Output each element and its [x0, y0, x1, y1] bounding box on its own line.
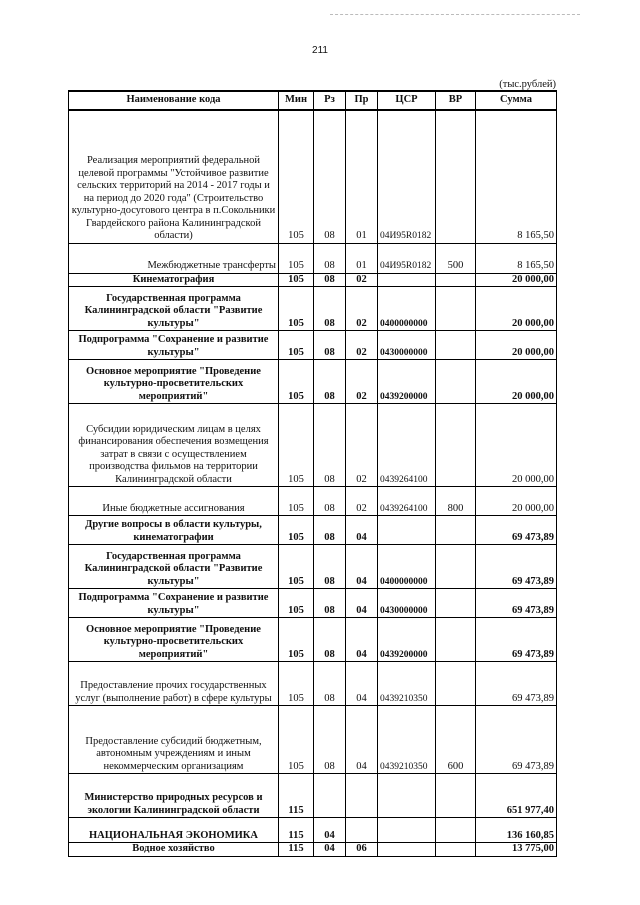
table-row — [69, 818, 557, 843]
row-vr — [436, 516, 476, 545]
header-rule — [330, 14, 580, 15]
row-vr — [436, 662, 476, 706]
row-min: 115 — [279, 843, 314, 857]
row-rz: 08 — [314, 404, 346, 487]
row-pr: 01 — [346, 243, 378, 273]
row-rz: 08 — [314, 331, 346, 360]
row-name: Предоставление прочих государственных услуг (выполнение работ) в сфере культуры — [69, 662, 279, 706]
row-min: 115 — [279, 818, 314, 843]
row-min: 105 — [279, 662, 314, 706]
row-sum: 69 473,89 — [476, 662, 557, 706]
table-row — [69, 618, 557, 662]
row-sum: 20 000,00 — [476, 360, 557, 404]
row-rz: 08 — [314, 662, 346, 706]
row-name: Реализация мероприятий федеральной целевой программы "Устойчивое развитие сельских территорий на 2014 - 2017 годы и на период до 2020 года" (Строительство культурно-досугового центра в п.Сокольники Гвардейского района Калининградской области) — [69, 110, 279, 243]
row-sum: 20 000,00 — [476, 404, 557, 487]
table-row — [69, 545, 557, 589]
table-row — [69, 273, 557, 287]
row-rz: 08 — [314, 287, 346, 331]
row-min: 105 — [279, 331, 314, 360]
row-vr — [436, 818, 476, 843]
row-name: Подпрограмма "Сохранение и развитие культуры" — [69, 331, 279, 360]
page-number: 211 — [312, 45, 328, 56]
row-csr: 0430000000 — [378, 589, 436, 618]
row-pr: 02 — [346, 404, 378, 487]
row-rz: 08 — [314, 706, 346, 774]
row-csr: 0439210350 — [378, 706, 436, 774]
table-row — [69, 706, 557, 774]
header-sum: Сумма — [476, 91, 557, 110]
row-sum: 8 165,50 — [476, 243, 557, 273]
table-row — [69, 331, 557, 360]
row-min: 105 — [279, 516, 314, 545]
row-sum: 13 775,00 — [476, 843, 557, 857]
row-name: Иные бюджетные ассигнования — [69, 487, 279, 516]
row-pr: 02 — [346, 360, 378, 404]
row-pr: 02 — [346, 331, 378, 360]
row-pr: 01 — [346, 110, 378, 243]
row-vr — [436, 110, 476, 243]
table-row — [69, 243, 557, 273]
row-csr: 0439200000 — [378, 618, 436, 662]
header-pr: Пр — [346, 91, 378, 110]
header-min: Мин — [279, 91, 314, 110]
row-sum: 136 160,85 — [476, 818, 557, 843]
row-name: НАЦИОНАЛЬНАЯ ЭКОНОМИКА — [69, 818, 279, 843]
row-rz: 08 — [314, 273, 346, 287]
row-vr — [436, 774, 476, 818]
row-sum: 20 000,00 — [476, 287, 557, 331]
row-pr: 04 — [346, 662, 378, 706]
row-rz: 08 — [314, 618, 346, 662]
row-vr: 500 — [436, 243, 476, 273]
row-csr: 0439264100 — [378, 404, 436, 487]
row-sum: 69 473,89 — [476, 706, 557, 774]
row-sum: 20 000,00 — [476, 273, 557, 287]
row-vr — [436, 545, 476, 589]
row-sum: 8 165,50 — [476, 110, 557, 243]
row-rz: 08 — [314, 243, 346, 273]
row-min: 105 — [279, 618, 314, 662]
row-pr: 02 — [346, 287, 378, 331]
row-rz: 08 — [314, 360, 346, 404]
row-rz — [314, 774, 346, 818]
budget-table — [68, 90, 557, 857]
table-row — [69, 516, 557, 545]
row-pr: 04 — [346, 706, 378, 774]
row-csr — [378, 774, 436, 818]
row-name: Другие вопросы в области культуры, кинематографии — [69, 516, 279, 545]
row-name: Основное мероприятие "Проведение культурно-просветительских мероприятий" — [69, 360, 279, 404]
row-csr: 04И95R0182 — [378, 110, 436, 243]
row-min: 105 — [279, 487, 314, 516]
row-rz: 08 — [314, 589, 346, 618]
row-min: 105 — [279, 589, 314, 618]
row-min: 105 — [279, 404, 314, 487]
row-name: Кинематография — [69, 273, 279, 287]
table-row — [69, 110, 557, 243]
row-pr: 02 — [346, 487, 378, 516]
row-name: Государственная программа Калининградской области "Развитие культуры" — [69, 545, 279, 589]
row-min: 105 — [279, 360, 314, 404]
row-min: 105 — [279, 110, 314, 243]
row-pr: 02 — [346, 273, 378, 287]
row-name: Подпрограмма "Сохранение и развитие культуры" — [69, 589, 279, 618]
header-name: Наименование кода — [69, 91, 279, 110]
row-name: Субсидии юридическим лицам в целях финансирования обеспечения возмещения затрат в связи с осуществлением производства фильмов на территории Калининградской области — [69, 404, 279, 487]
row-pr: 04 — [346, 545, 378, 589]
row-name: Межбюджетные трансферты — [69, 243, 279, 273]
table-row — [69, 404, 557, 487]
row-name: Основное мероприятие "Проведение культурно-просветительских мероприятий" — [69, 618, 279, 662]
table-row — [69, 662, 557, 706]
row-min: 105 — [279, 287, 314, 331]
row-csr: 0439200000 — [378, 360, 436, 404]
row-pr — [346, 774, 378, 818]
row-sum: 651 977,40 — [476, 774, 557, 818]
row-pr: 04 — [346, 589, 378, 618]
row-sum: 20 000,00 — [476, 331, 557, 360]
row-vr — [436, 843, 476, 857]
row-csr: 04И95R0182 — [378, 243, 436, 273]
row-csr: 0400000000 — [378, 287, 436, 331]
row-csr: 0430000000 — [378, 331, 436, 360]
table-row — [69, 589, 557, 618]
row-vr — [436, 287, 476, 331]
row-vr — [436, 273, 476, 287]
row-csr — [378, 516, 436, 545]
row-vr — [436, 618, 476, 662]
row-vr — [436, 331, 476, 360]
table-header-row — [69, 91, 557, 110]
row-name: Министерство природных ресурсов и экологии Калининградской области — [69, 774, 279, 818]
row-sum: 69 473,89 — [476, 589, 557, 618]
row-pr: 04 — [346, 618, 378, 662]
row-vr — [436, 589, 476, 618]
row-name: Государственная программа Калининградской области "Развитие культуры" — [69, 287, 279, 331]
row-sum: 20 000,00 — [476, 487, 557, 516]
row-min: 105 — [279, 243, 314, 273]
header-csr: ЦСР — [378, 91, 436, 110]
row-rz: 04 — [314, 818, 346, 843]
table-row — [69, 360, 557, 404]
table-row — [69, 843, 557, 857]
row-min: 115 — [279, 774, 314, 818]
row-csr: 0439264100 — [378, 487, 436, 516]
units-label: (тыс.рублей) — [499, 79, 556, 90]
row-min: 105 — [279, 273, 314, 287]
row-rz: 04 — [314, 843, 346, 857]
header-rz: Рз — [314, 91, 346, 110]
row-pr: 04 — [346, 516, 378, 545]
row-min: 105 — [279, 706, 314, 774]
row-sum: 69 473,89 — [476, 545, 557, 589]
row-csr: 0439210350 — [378, 662, 436, 706]
row-rz: 08 — [314, 487, 346, 516]
row-rz: 08 — [314, 110, 346, 243]
row-pr — [346, 818, 378, 843]
row-min: 105 — [279, 545, 314, 589]
row-rz: 08 — [314, 516, 346, 545]
row-vr — [436, 404, 476, 487]
row-rz: 08 — [314, 545, 346, 589]
table-row — [69, 487, 557, 516]
row-sum: 69 473,89 — [476, 516, 557, 545]
row-name: Водное хозяйство — [69, 843, 279, 857]
row-sum: 69 473,89 — [476, 618, 557, 662]
table-row — [69, 774, 557, 818]
table-row — [69, 287, 557, 331]
row-vr — [436, 360, 476, 404]
header-vr: ВР — [436, 91, 476, 110]
row-name: Предоставление субсидий бюджетным, автономным учреждениям и иным некоммерческим организациям — [69, 706, 279, 774]
row-vr: 800 — [436, 487, 476, 516]
row-csr — [378, 843, 436, 857]
row-pr: 06 — [346, 843, 378, 857]
row-csr — [378, 818, 436, 843]
row-csr — [378, 273, 436, 287]
row-vr: 600 — [436, 706, 476, 774]
row-csr: 0400000000 — [378, 545, 436, 589]
